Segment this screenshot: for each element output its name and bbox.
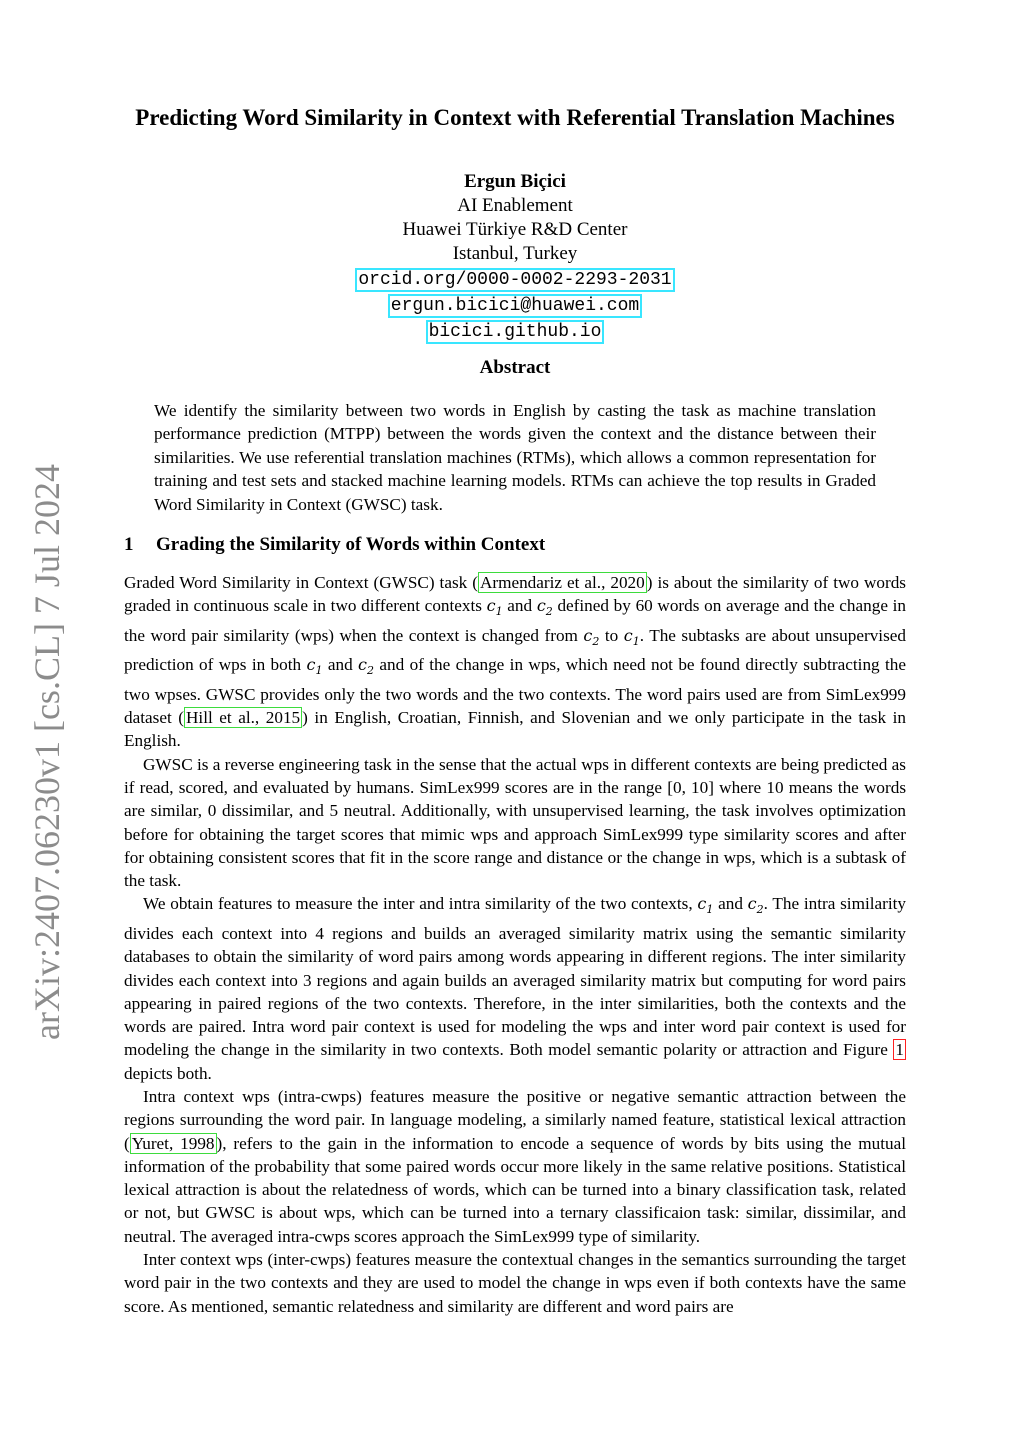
section-number: 1 <box>124 534 134 555</box>
citation-yuret[interactable]: Yuret, 1998 <box>131 1133 215 1153</box>
math-range: [0, 10] <box>667 777 714 797</box>
math-c2: $c_2$ <box>747 894 764 917</box>
author-location: Istanbul, Turkey <box>452 243 578 264</box>
citation-armendariz[interactable]: Armendariz et al., 2020 <box>479 573 645 592</box>
website-link[interactable]: bicici.github.io <box>426 320 605 344</box>
author-name: Ergun Biçici <box>464 171 566 192</box>
arxiv-identifier: arXiv:2407.06230v1 [cs.CL] 7 Jul 2024 <box>27 464 67 1040</box>
author-affiliation-1: AI Enablement <box>457 195 573 216</box>
math-sixty: 60 <box>635 596 653 616</box>
orcid-link[interactable]: orcid.org/0000-0002-2293-2031 <box>355 268 674 292</box>
abstract-text: We identify the similarity between two words in English by casting the task as machine translation performance prediction (MTPP) between the words given the context and the distance between their similarities. We use referential translation machines (RTMs), which allows a common representation for training and test sets and stacked machine learning models. RTMs can achieve the top results in Graded Word Similarity in Context (GWSC) task. <box>154 401 876 514</box>
paragraph-3: We obtain features to measure the inter and intra similarity of the two contexts, $c_1$ and $c_2$. The intra similarity divides each context into 4 regions and builds an averaged similarity matrix using the semantic similarity databases to obtain the similarity of word pairs among words appearing in different regions. The inter similarity divides each context into 3 regions and again builds an averaged similarity matrix but computing for word pairs appearing in paired regions of the two contexts. Therefore, in the inter similarities, both the contexts and the words are paired. Intra word pair context is used for modeling the wps and inter word pair context is used for modeling the change in the similarity in two contexts. Both model semantic polarity or attraction and Figure 1 depicts both. <box>124 894 906 1083</box>
citation-hill[interactable]: Hill et al., 2015 <box>186 708 301 728</box>
math-c1: $c_1$ <box>697 894 714 917</box>
math-c2: $c_2$ <box>358 655 375 678</box>
abstract-heading: Abstract <box>479 357 551 378</box>
math-three: 3 <box>302 970 312 990</box>
paper-title: Predicting Word Similarity in Context with Referential Translation Machines <box>135 105 895 130</box>
math-zero: 0 <box>207 801 217 821</box>
paragraph-1: Graded Word Similarity in Context (GWSC) task ( Armendariz et al., 2020 ) is about the similarity of two words graded in continuous scale in two different contexts $c_1$ and $c_2$ defined by 60 words on average and the change in the word pair similarity (wps) when the context is changed from $c_2$ to $c_1$. The subtasks are about unsupervised prediction of wps in both $c_1$ and $c_2$ and of the change in wps, which need not be found directly subtracting the two wpses. GWSC provides only the two words and the two contexts. The word pairs used are from SimLex999 dataset ( Hill et al., 2015 ) in English, Croatian, Finnish, and Slovenian and we only participate in the task in English. <box>124 573 906 751</box>
email-link[interactable]: ergun.bicici@huawei.com <box>388 294 642 318</box>
paragraph-4: Intra context wps (intra-cwps) features measure the positive or negative semantic attraction between the regions surrounding the word pair. In language modeling, a similarly named feature, statistical lexical attraction ( Yuret, 1998 ), refers to the gain in the information to encode a sequence of words by bits using the mutual information of the probability that some paired words occur more likely in the same relative positions. Statistical lexical attraction is about the relatedness of words, which can be turned into a binary classification task, related or not, but GWSC is about wps, which can be turned into a ternary classificaion task: similar, dissimilar, and neutral. The averaged intra-cwps scores approach the SimLex999 type of similarity. <box>124 1086 906 1246</box>
figure-reference[interactable]: 1 <box>895 1040 904 1060</box>
paragraph-2: GWSC is a reverse engineering task in the sense that the actual wps in different contexts are being predicted as if read, scored, and evaluated by humans. SimLex999 scores are in the range [0, 10] where 10 means the words are similar, 0 dissimilar, and 5 neutral. Additionally, with unsupervised learning, the task involves optimization before for obtaining the target scores that mimic wps and approach SimLex999 type similarity scores and after for obtaining consistent scores that fit in the score range and distance or the change in wps, which is a subtask of the task. <box>124 754 907 891</box>
math-c1: $c_1$ <box>486 596 503 619</box>
math-c2: $c_2$ <box>583 625 600 648</box>
math-c1: $c_1$ <box>623 625 640 648</box>
author-affiliation-2: Huawei Türkiye R&D Center <box>402 219 628 240</box>
math-five: 5 <box>329 801 339 821</box>
paragraph-5: Inter context wps (inter-cwps) features measure the contextual changes in the semantics surrounding the target word pair in the two contexts and they are used to model the change in wps even if both contexts have the same score. As mentioned, semantic relatedness and similarity are different and word pairs are <box>124 1250 906 1316</box>
section-body <box>124 571 906 1318</box>
author-block <box>124 170 906 344</box>
section-title: Grading the Similarity of Words within Context <box>156 534 546 555</box>
section-heading <box>124 534 906 556</box>
math-four: 4 <box>315 923 324 943</box>
math-c2: $c_2$ <box>536 596 553 619</box>
math-ten: 10 <box>766 777 784 797</box>
math-c1: $c_1$ <box>306 655 323 678</box>
